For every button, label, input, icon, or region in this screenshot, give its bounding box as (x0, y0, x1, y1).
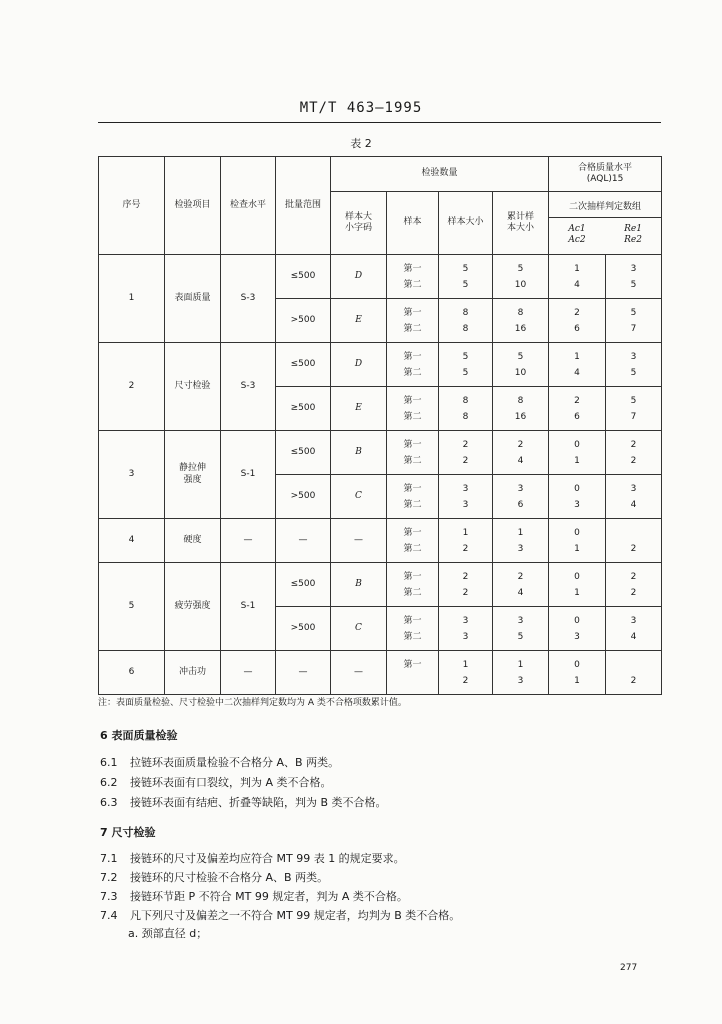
row-samples (387, 651, 439, 695)
head-aql-label: 合格质量水平 (578, 162, 633, 173)
row-level: — (221, 519, 276, 563)
row-cumulative (493, 607, 549, 651)
re-2: 5 (630, 367, 637, 378)
sample-2: 第二 (403, 587, 422, 598)
row-sizes (439, 387, 493, 431)
row-cumulative (493, 475, 549, 519)
row-cumulative (493, 255, 549, 299)
ac-2: 4 (574, 367, 580, 378)
row-item: 疲劳强度 (165, 563, 221, 651)
re-2: 7 (630, 411, 637, 422)
row-code: B (331, 563, 387, 607)
section-7-title: 7 尺寸检验 (100, 826, 156, 839)
re-2: 2 (630, 543, 637, 554)
cum-2: 10 (514, 279, 527, 290)
size-2: 8 (462, 411, 469, 422)
size-1: 5 (462, 351, 469, 362)
row-re (606, 607, 662, 651)
ac-1: 0 (574, 659, 580, 670)
sample-1: 第一 (403, 351, 422, 362)
row-code: D (331, 255, 387, 299)
row-seq: 2 (99, 343, 165, 431)
row-sizes (439, 563, 493, 607)
row-ac (549, 431, 606, 475)
re-1 (606, 657, 661, 673)
row-samples (387, 475, 439, 519)
cum-2: 16 (514, 323, 527, 334)
sample-2: 第二 (403, 631, 422, 642)
table-row (99, 651, 662, 695)
row-level: S-1 (221, 431, 276, 519)
cum-2: 16 (514, 411, 527, 422)
head-cumulative: 累计样本大小 (493, 192, 549, 255)
head-re2: Re2 (624, 235, 642, 246)
ac-2: 1 (574, 543, 580, 554)
table-row (99, 255, 662, 299)
row-samples (387, 255, 439, 299)
cum-2: 10 (514, 367, 527, 378)
clause-num: 6.2 (100, 776, 118, 789)
row-batch: — (276, 651, 331, 695)
row-seq: 1 (99, 255, 165, 343)
section-6-title: 6 表面质量检验 (100, 729, 178, 742)
clause-num: 6.1 (100, 756, 118, 769)
size-2: 5 (462, 279, 469, 290)
re-1: 2 (630, 439, 637, 450)
row-samples (387, 431, 439, 475)
re-1: 5 (630, 307, 637, 318)
head-ac1: Ac1 (568, 223, 586, 234)
row-re (606, 563, 662, 607)
row-item: 尺寸检验 (165, 343, 221, 431)
ac-1: 0 (574, 439, 580, 450)
sample-2 (387, 673, 438, 689)
table-caption: 表 2 (350, 137, 372, 150)
row-sizes (439, 607, 493, 651)
ac-2: 1 (574, 675, 580, 686)
row-level: S-3 (221, 343, 276, 431)
clause-7-3 (100, 888, 408, 904)
size-1: 1 (462, 527, 469, 538)
head-code: 样本大小字码 (331, 192, 387, 255)
head-aql-value: (AQL)15 (586, 174, 624, 184)
row-code: C (331, 607, 387, 651)
size-2: 8 (462, 323, 469, 334)
ac-1: 0 (574, 527, 580, 538)
clause-7-4 (100, 907, 460, 923)
clause-text: 拉链环表面质量检验不合格分 A、B 两类。 (130, 756, 340, 769)
clause-text: 接链环节距 P 不符合 MT 99 规定者，判为 A 类不合格。 (130, 890, 408, 903)
row-sizes (439, 431, 493, 475)
ac-1: 2 (574, 307, 580, 318)
row-re (606, 255, 662, 299)
table-note: 注：表面质量检验、尺寸检验中二次抽样判定数均为 A 类不合格项数累计值。 (98, 698, 407, 708)
row-ac (549, 563, 606, 607)
table-body (99, 255, 662, 695)
row-samples (387, 563, 439, 607)
row-item: 表面质量 (165, 255, 221, 343)
cum-1: 2 (517, 571, 524, 582)
clause-text: 凡下列尺寸及偏差之一不符合 MT 99 规定者，均判为 B 类不合格。 (130, 909, 461, 922)
row-code: E (331, 299, 387, 343)
size-1: 1 (462, 659, 469, 670)
sample-1: 第一 (403, 263, 422, 274)
row-code: B (331, 431, 387, 475)
clause-text: 接链环表面有结疤、折叠等缺陷，判为 B 类不合格。 (130, 796, 387, 809)
ac-2: 3 (574, 631, 580, 642)
sample-1: 第一 (403, 395, 422, 406)
row-batch: >500 (276, 299, 331, 343)
re-2: 5 (630, 279, 637, 290)
cum-2: 3 (517, 675, 524, 686)
head-re1: Re1 (624, 223, 642, 234)
head-sample: 样本 (387, 192, 439, 255)
row-ac (549, 255, 606, 299)
clause-6-3 (100, 794, 387, 810)
re-1: 3 (630, 483, 637, 494)
clause-num: 7.2 (100, 871, 118, 884)
row-seq: 6 (99, 651, 165, 695)
ac-1: 1 (574, 351, 580, 362)
row-seq: 4 (99, 519, 165, 563)
row-code: — (331, 519, 387, 563)
clause-num: 6.3 (100, 796, 118, 809)
sample-2: 第二 (403, 367, 422, 378)
size-2: 2 (462, 675, 469, 686)
row-ac (549, 519, 606, 563)
row-re (606, 475, 662, 519)
row-ac (549, 387, 606, 431)
ac-1: 1 (574, 263, 580, 274)
re-1: 3 (630, 615, 637, 626)
size-1: 2 (462, 439, 469, 450)
row-batch: >500 (276, 607, 331, 651)
ac-2: 1 (574, 455, 580, 466)
size-2: 2 (462, 543, 469, 554)
row-batch: ≤500 (276, 255, 331, 299)
ac-2: 1 (574, 587, 580, 598)
row-level: S-3 (221, 255, 276, 343)
sample-2: 第二 (403, 323, 422, 334)
row-samples (387, 343, 439, 387)
row-batch: >500 (276, 475, 331, 519)
row-cumulative (493, 651, 549, 695)
ac-2: 3 (574, 499, 580, 510)
row-ac (549, 343, 606, 387)
size-2: 2 (462, 587, 469, 598)
head-level: 检查水平 (221, 157, 276, 255)
row-seq: 5 (99, 563, 165, 651)
row-code: D (331, 343, 387, 387)
head-double-label: 二次抽样判定数组 (549, 198, 661, 218)
size-1: 3 (462, 483, 469, 494)
clause-num: 7.4 (100, 909, 118, 922)
row-sizes (439, 651, 493, 695)
clause-7-1 (100, 850, 405, 866)
ac-1: 2 (574, 395, 580, 406)
row-ac (549, 475, 606, 519)
standard-code: MT/T 463—1995 (299, 100, 423, 116)
ac-1: 0 (574, 571, 580, 582)
head-aql (549, 157, 662, 192)
clause-7-4-a: a. 颈部直径 d； (128, 927, 208, 940)
cum-1: 1 (517, 659, 524, 670)
re-2: 4 (630, 499, 637, 510)
row-cumulative (493, 431, 549, 475)
cum-1: 8 (517, 307, 524, 318)
row-batch: ≥500 (276, 387, 331, 431)
row-item: 硬度 (165, 519, 221, 563)
head-sample-size: 样本大小 (439, 192, 493, 255)
cum-1: 5 (517, 351, 524, 362)
row-batch: ≤500 (276, 343, 331, 387)
row-cumulative (493, 343, 549, 387)
row-cumulative (493, 563, 549, 607)
table-row (99, 343, 662, 387)
row-batch: ≤500 (276, 563, 331, 607)
row-ac (549, 651, 606, 695)
clause-text: 接链环的尺寸及偏差均应符合 MT 99 表 1 的规定要求。 (130, 852, 405, 865)
cum-2: 4 (517, 587, 524, 598)
row-level: S-1 (221, 563, 276, 651)
sample-1: 第一 (403, 659, 422, 670)
clause-6-1 (100, 754, 339, 770)
re-2: 4 (630, 631, 637, 642)
row-level: — (221, 651, 276, 695)
header-rule (98, 122, 661, 123)
sample-2: 第二 (403, 279, 422, 290)
row-samples (387, 519, 439, 563)
row-item: 冲击功 (165, 651, 221, 695)
sample-1: 第一 (403, 483, 422, 494)
size-2: 3 (462, 499, 469, 510)
ac-2: 6 (574, 411, 580, 422)
re-1: 2 (630, 571, 637, 582)
re-1: 3 (630, 351, 637, 362)
page-number: 277 (620, 963, 638, 973)
head-ac2: Ac2 (568, 235, 586, 246)
size-1: 8 (462, 395, 469, 406)
row-code: C (331, 475, 387, 519)
size-2: 2 (462, 455, 469, 466)
ac-1: 0 (574, 615, 580, 626)
sample-2: 第二 (403, 543, 422, 554)
row-sizes (439, 299, 493, 343)
row-sizes (439, 343, 493, 387)
row-cumulative (493, 519, 549, 563)
clause-num: 7.1 (100, 852, 118, 865)
sampling-table (98, 156, 662, 695)
ac-2: 6 (574, 323, 580, 334)
cum-2: 6 (517, 499, 524, 510)
row-batch: ≤500 (276, 431, 331, 475)
size-1: 8 (462, 307, 469, 318)
re-1 (606, 525, 661, 541)
head-item: 检验项目 (165, 157, 221, 255)
re-1: 5 (630, 395, 637, 406)
row-ac (549, 607, 606, 651)
row-re (606, 431, 662, 475)
re-2: 2 (630, 455, 637, 466)
row-re (606, 519, 662, 563)
head-double-sampling (549, 192, 662, 255)
row-sizes (439, 519, 493, 563)
sample-2: 第二 (403, 411, 422, 422)
ac-2: 4 (574, 279, 580, 290)
size-1: 2 (462, 571, 469, 582)
sample-1: 第一 (403, 307, 422, 318)
row-re (606, 651, 662, 695)
row-re (606, 343, 662, 387)
sample-1: 第一 (403, 615, 422, 626)
sample-1: 第一 (403, 439, 422, 450)
size-2: 5 (462, 367, 469, 378)
cum-1: 1 (517, 527, 524, 538)
sample-2: 第二 (403, 455, 422, 466)
sample-2: 第二 (403, 499, 422, 510)
table-row (99, 519, 662, 563)
head-seq: 序号 (99, 157, 165, 255)
row-code: — (331, 651, 387, 695)
row-item: 静拉伸强度 (165, 431, 221, 519)
cum-1: 3 (517, 615, 524, 626)
row-samples (387, 387, 439, 431)
clause-7-2 (100, 869, 328, 885)
head-batch: 批量范围 (276, 157, 331, 255)
row-samples (387, 299, 439, 343)
row-seq: 3 (99, 431, 165, 519)
row-batch: — (276, 519, 331, 563)
row-sizes (439, 475, 493, 519)
cum-1: 2 (517, 439, 524, 450)
clause-text: 接链环的尺寸检验不合格分 A、B 两类。 (130, 871, 329, 884)
size-2: 3 (462, 631, 469, 642)
row-re (606, 299, 662, 343)
cum-1: 8 (517, 395, 524, 406)
clause-6-2 (100, 774, 332, 790)
re-2: 2 (630, 675, 637, 686)
head-inspection-qty: 检验数量 (331, 157, 549, 192)
row-re (606, 387, 662, 431)
row-sizes (439, 255, 493, 299)
row-cumulative (493, 299, 549, 343)
table-row (99, 563, 662, 607)
cum-2: 4 (517, 455, 524, 466)
sample-1: 第一 (403, 527, 422, 538)
re-2: 7 (630, 323, 637, 334)
size-1: 5 (462, 263, 469, 274)
head-ac-re (549, 218, 661, 249)
row-ac (549, 299, 606, 343)
row-samples (387, 607, 439, 651)
size-1: 3 (462, 615, 469, 626)
cum-1: 5 (517, 263, 524, 274)
re-1: 3 (630, 263, 637, 274)
clause-num: 7.3 (100, 890, 118, 903)
re-2: 2 (630, 587, 637, 598)
cum-1: 3 (517, 483, 524, 494)
clause-text: 接链环表面有口裂纹，判为 A 类不合格。 (130, 776, 332, 789)
row-cumulative (493, 387, 549, 431)
ac-1: 0 (574, 483, 580, 494)
table-row (99, 431, 662, 475)
cum-2: 3 (517, 543, 524, 554)
sample-1: 第一 (403, 571, 422, 582)
row-code: E (331, 387, 387, 431)
cum-2: 5 (517, 631, 524, 642)
